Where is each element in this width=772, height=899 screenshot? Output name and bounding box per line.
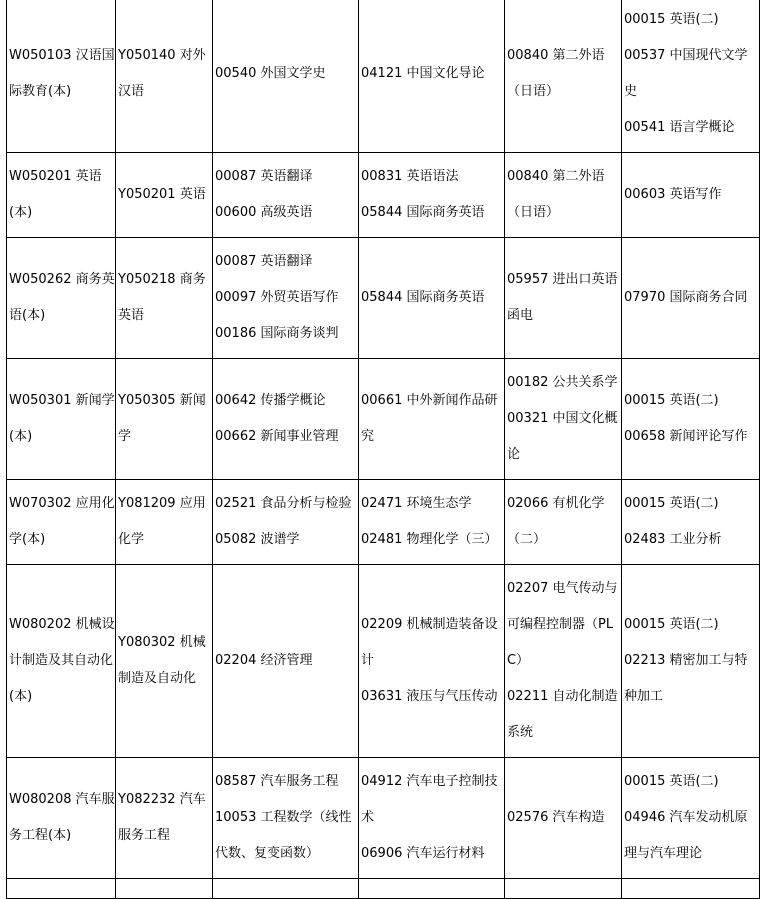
course-cell (359, 359, 505, 480)
cell-line: 00658 新闻评论写作 (624, 429, 748, 444)
specialty-code-cell (116, 153, 213, 238)
cell-line: Y050305 新闻学 (118, 393, 206, 444)
cell-line: 05844 国际商务英语 (361, 205, 485, 220)
course-cell (622, 480, 760, 565)
cell-line: 05957 进出口英语函电 (507, 272, 618, 323)
cell-line: 02483 工业分析 (624, 532, 722, 547)
cell-line: W080202 机械设计制造及其自动化(本) (9, 617, 115, 704)
course-cell (622, 879, 760, 899)
cell-line: 00600 高级英语 (215, 205, 313, 220)
cell-line: 03631 液压与气压传动 (361, 689, 498, 704)
cell-line: 00182 公共关系学 (507, 375, 618, 390)
cell-line: 00015 英语(二) (624, 617, 719, 632)
cell-line: 02213 精密加工与特种加工 (624, 653, 748, 704)
specialty-code-cell (116, 480, 213, 565)
cell-line: 00015 英语(二) (624, 393, 719, 408)
course-cell (505, 480, 622, 565)
course-cell (622, 758, 760, 879)
cell-line: 00097 外贸英语写作 (215, 290, 339, 305)
specialty-code-cell (116, 565, 213, 758)
cell-line: 02207 电气传动与可编程控制器（PLC） (507, 581, 618, 668)
specialty-code-cell (116, 238, 213, 359)
course-cell (505, 565, 622, 758)
course-cell (359, 480, 505, 565)
course-cell (622, 359, 760, 480)
cell-line: 00541 语言学概论 (624, 120, 735, 135)
specialty-code-cell (116, 359, 213, 480)
cell-line: 00642 传播学概论 (215, 393, 326, 408)
cell-line: 00015 英语(二) (624, 496, 719, 511)
cell-line: 00840 第二外语（日语） (507, 169, 605, 220)
cell-line: Y082232 汽车服务工程 (118, 792, 206, 843)
course-cell (213, 0, 359, 153)
cell-line: 02471 环境生态学 (361, 496, 472, 511)
cell-line: 02481 物理化学（三） (361, 532, 498, 547)
cell-line: 02066 有机化学（二） (507, 496, 605, 547)
course-cell (505, 238, 622, 359)
cell-line: 02576 汽车构造 (507, 810, 605, 825)
major-code-cell (7, 238, 116, 359)
major-code-cell (7, 480, 116, 565)
course-cell (213, 758, 359, 879)
cell-line: 04912 汽车电子控制技术 (361, 774, 498, 825)
cell-line: 00831 英语语法 (361, 169, 459, 184)
specialty-code-cell (116, 879, 213, 899)
cell-line: 05844 国际商务英语 (361, 290, 485, 305)
cell-line: 08587 汽车服务工程 (215, 774, 339, 789)
course-cell (359, 879, 505, 899)
cell-line: 00661 中外新闻作品研究 (361, 393, 498, 444)
cell-line: 05082 波谱学 (215, 532, 300, 547)
cell-line: Y081209 应用化学 (118, 496, 206, 547)
cell-line: 00087 英语翻译 (215, 254, 313, 269)
cell-line: W050201 英语(本) (9, 169, 102, 220)
course-cell (505, 359, 622, 480)
cell-line: Y050140 对外汉语 (118, 48, 206, 99)
cell-line: 00840 第二外语（日语） (507, 48, 605, 99)
major-code-cell (7, 565, 116, 758)
cell-line: 04946 汽车发动机原理与汽车理论 (624, 810, 748, 861)
major-code-cell (7, 0, 116, 153)
cell-line: 02204 经济管理 (215, 653, 313, 668)
table-row (7, 758, 760, 879)
table-row (7, 153, 760, 238)
cell-line: 04121 中国文化导论 (361, 66, 485, 81)
major-code-cell (7, 758, 116, 879)
cell-line: W050262 商务英语(本) (9, 272, 115, 323)
course-cell (622, 0, 760, 153)
major-code-cell (7, 359, 116, 480)
course-cell (622, 238, 760, 359)
cell-line: 00321 中国文化概论 (507, 411, 618, 462)
course-cell (359, 238, 505, 359)
major-code-cell (7, 153, 116, 238)
cell-line: Y050201 英语 (118, 187, 206, 202)
table-row (7, 480, 760, 565)
cell-line: 06906 汽车运行材料 (361, 846, 485, 861)
course-cell (359, 758, 505, 879)
cell-line: W050301 新闻学(本) (9, 393, 115, 444)
cell-line: Y080302 机械制造及自动化 (118, 635, 206, 686)
course-cell (359, 0, 505, 153)
cell-line: 00537 中国现代文学史 (624, 48, 748, 99)
course-cell (213, 879, 359, 899)
table-row (7, 565, 760, 758)
cell-line: W070302 应用化学(本) (9, 496, 115, 547)
cell-line: 00015 英语(二) (624, 12, 719, 27)
cell-line: 07970 国际商务合同 (624, 290, 748, 305)
table-row (7, 879, 760, 899)
course-cell (359, 565, 505, 758)
course-cell (505, 879, 622, 899)
course-cell (213, 565, 359, 758)
course-cell (359, 153, 505, 238)
cell-line: W080208 汽车服务工程(本) (9, 792, 115, 843)
course-cell (213, 238, 359, 359)
cell-line: 10053 工程数学（线性代数、复变函数） (215, 810, 352, 861)
cell-line: 00662 新闻事业管理 (215, 429, 339, 444)
course-cell (505, 153, 622, 238)
table-row (7, 0, 760, 153)
course-table (6, 0, 760, 899)
cell-line: 00603 英语写作 (624, 187, 722, 202)
cell-line: 02209 机械制造装备设计 (361, 617, 498, 668)
cell-line: 02521 食品分析与检验 (215, 496, 352, 511)
cell-line: Y050218 商务英语 (118, 272, 206, 323)
specialty-code-cell (116, 0, 213, 153)
cell-line: 00186 国际商务谈判 (215, 326, 339, 341)
cell-line: 00540 外国文学史 (215, 66, 326, 81)
course-cell (505, 0, 622, 153)
major-code-cell (7, 879, 116, 899)
table-row (7, 238, 760, 359)
course-cell (622, 565, 760, 758)
cell-line: W050103 汉语国际教育(本) (9, 48, 115, 99)
specialty-code-cell (116, 758, 213, 879)
table-row (7, 359, 760, 480)
course-cell (622, 153, 760, 238)
course-cell (213, 480, 359, 565)
course-cell (213, 153, 359, 238)
course-cell (505, 758, 622, 879)
cell-line: 00087 英语翻译 (215, 169, 313, 184)
cell-line: 02211 自动化制造系统 (507, 689, 618, 740)
cell-line: 00015 英语(二) (624, 774, 719, 789)
course-cell (213, 359, 359, 480)
